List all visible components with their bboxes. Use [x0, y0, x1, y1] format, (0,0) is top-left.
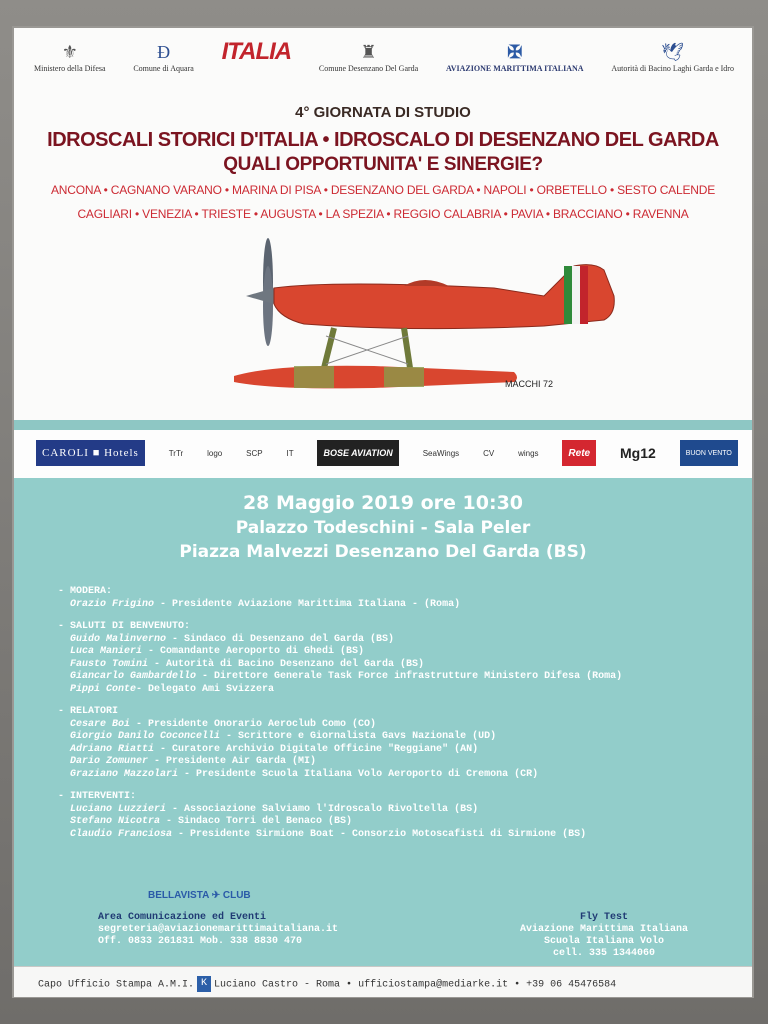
- seaplane-illustration: [214, 236, 634, 416]
- fly-test-line: cell. 335 1344060: [552, 948, 656, 959]
- fly-test-line: Aviazione Marittima Italiana: [519, 924, 689, 935]
- program-line: Claudio Franciosa - Presidente Sirmione Boat - Consorzio Motoscafisti di Sirmione (BS): [70, 828, 587, 840]
- mediarke-logo-icon: K: [197, 976, 211, 992]
- sponsor-rete: Rete: [562, 440, 596, 466]
- logo-label: AVIAZIONE MARITTIMA ITALIANA: [446, 64, 584, 73]
- cities-line-2: CAGLIARI • VENEZIA • TRIESTE • AUGUSTA • LA SPEZIA • REGGIO CALABRIA • PAVIA • BRACCIANO • RAVENNA: [77, 207, 689, 221]
- section-header: - INTERVENTI:: [58, 791, 137, 802]
- event-date: 28 Maggio 2019 ore 10:30: [242, 492, 524, 514]
- spinner: [246, 288, 274, 304]
- bird-icon: 🕊: [661, 42, 685, 62]
- section-header: - SALUTI DI BENVENUTO:: [58, 621, 191, 632]
- program-line: Cesare Boi - Presidente Onorario Aeroclub Como (CO): [70, 718, 377, 730]
- press-email: ufficiostampa@mediarke.it: [358, 979, 509, 991]
- program-line: Giorgio Danilo Coconcelli - Scrittore e Giornalista Gavs Nazionale (UD): [70, 731, 497, 742]
- event-series: 4° GIORNATA DI STUDIO: [295, 104, 471, 121]
- sponsor-buon-vento: BUON VENTO: [680, 440, 738, 466]
- sponsor-bose: BOSE AVIATION: [317, 440, 398, 466]
- logo-label: Autorità di Bacino Laghi Garda e Idro: [611, 64, 734, 73]
- program-line: Fausto Tomini - Autorità di Bacino Desenzano del Garda (BS): [70, 658, 425, 670]
- logo-label: Comune Desenzano Del Garda: [318, 64, 419, 73]
- cities-line-1: ANCONA • CAGNANO VARANO • MARINA DI PISA • DESENZANO DEL GARDA • NAPOLI • ORBETELLO • SESTO CALENDE: [50, 183, 716, 197]
- program-line: Orazio Frigino - Presidente Aviazione Marittima Italiana - (Roma): [70, 598, 461, 610]
- sponsor-scp: SCP: [246, 448, 263, 458]
- fly-test-line: Scuola Italiana Volo: [543, 936, 665, 947]
- program-line: Luciano Luzzieri - Associazione Salviamo l'Idroscalo Rivoltella (BS): [70, 803, 479, 815]
- institution-logos: [34, 38, 734, 94]
- coat-of-arms-icon: ♜: [360, 42, 377, 62]
- fly-test-contact: [504, 912, 704, 960]
- program-line: Stefano Nicotra - Sindaco Torri del Benaco (BS): [70, 816, 353, 827]
- sponsor-logos: [36, 436, 738, 470]
- program: [58, 586, 738, 841]
- contact-area: [98, 912, 348, 948]
- program-line: Guido Malinverno - Sindaco di Desenzano del Garda (BS): [70, 633, 395, 645]
- ami-emblem-icon: ✠: [507, 42, 523, 62]
- emblem-icon: ⚜: [61, 42, 78, 62]
- logo-autorita-bacino: [611, 42, 734, 73]
- logo-comune-desenzano: [319, 42, 418, 73]
- section-header: - RELATORI: [58, 706, 119, 717]
- program-line: Pippi Conte- Delegato Ami Svizzera: [70, 683, 275, 695]
- event-details: [14, 478, 752, 966]
- poster: [14, 28, 752, 996]
- program-line: Dario Zomuner - Presidente Air Garda (MI): [70, 756, 317, 767]
- plane-caption: MACCHI 72: [505, 379, 554, 389]
- section-header: - MODERA:: [58, 586, 113, 597]
- program-line: Graziano Mazzolari - Presidente Scuola Italiana Volo Aeroporto di Cremona (CR): [70, 768, 539, 780]
- sponsor-cv: CV: [483, 448, 495, 458]
- bellavista-club-logo: BELLAVISTA ✈ CLUB: [148, 890, 251, 901]
- logo-ministero: [34, 42, 106, 73]
- poster-title: IDROSCALI STORICI D'ITALIA • IDROSCALO DI DESENZANO DEL GARDA: [47, 129, 719, 151]
- sponsor-wings: wings: [518, 448, 539, 458]
- event-address: Piazza Malvezzi Desenzano Del Garda (BS): [179, 542, 587, 562]
- poster-subtitle: QUALI OPPORTUNITA' E SINERGIE?: [223, 154, 543, 175]
- sponsor-it: IT: [286, 448, 294, 458]
- sponsor-logo: logo: [207, 448, 223, 458]
- program-line: Luca Manieri - Comandante Aeroporto di Ghedi (BS): [70, 646, 365, 657]
- fly-test-title: Fly Test: [579, 912, 628, 923]
- press-office: Capo Ufficio Stampa A.M.I. K Luciano Castro - Roma • ufficiostampa@mediarke.it • +39 06 45476584: [38, 978, 617, 991]
- logo-label: Comune di Aquara: [133, 64, 194, 73]
- program-line: Adriano Riatti - Curatore Archivio Digitale Officine "Reggiane" (AN): [70, 743, 479, 755]
- poster-header: [14, 28, 752, 420]
- contact-email: segreteria@aviazionemarittimaitaliana.it: [98, 924, 339, 935]
- program-line: Giancarlo Gambardello - Direttore Generale Task Force infrastrutture Ministero Difesa (Roma): [70, 671, 623, 682]
- sponsor-caroli: CAROLI ■ Hotels: [36, 440, 145, 466]
- italia-wordmark-icon: ITALIA: [221, 38, 292, 65]
- logo-ami: [446, 42, 584, 73]
- contact-title: Area Comunicazione ed Eventi: [98, 912, 267, 923]
- footer: [14, 966, 752, 997]
- sponsor-mg12: Mg12: [620, 445, 656, 461]
- event-venue: Palazzo Todeschini - Sala Peler: [235, 518, 531, 538]
- sponsor-seawings: SeaWings: [422, 448, 460, 458]
- sponsor-trtr: TrTr: [168, 448, 184, 458]
- logo-comune-aquara: [133, 42, 193, 73]
- dc-emblem-icon: Ɖ: [157, 42, 171, 62]
- contact-phones: Off. 0833 261831 Mob. 338 8830 470: [98, 936, 303, 947]
- logo-label: Ministero della Difesa: [34, 64, 106, 73]
- logo-italia: [221, 38, 292, 65]
